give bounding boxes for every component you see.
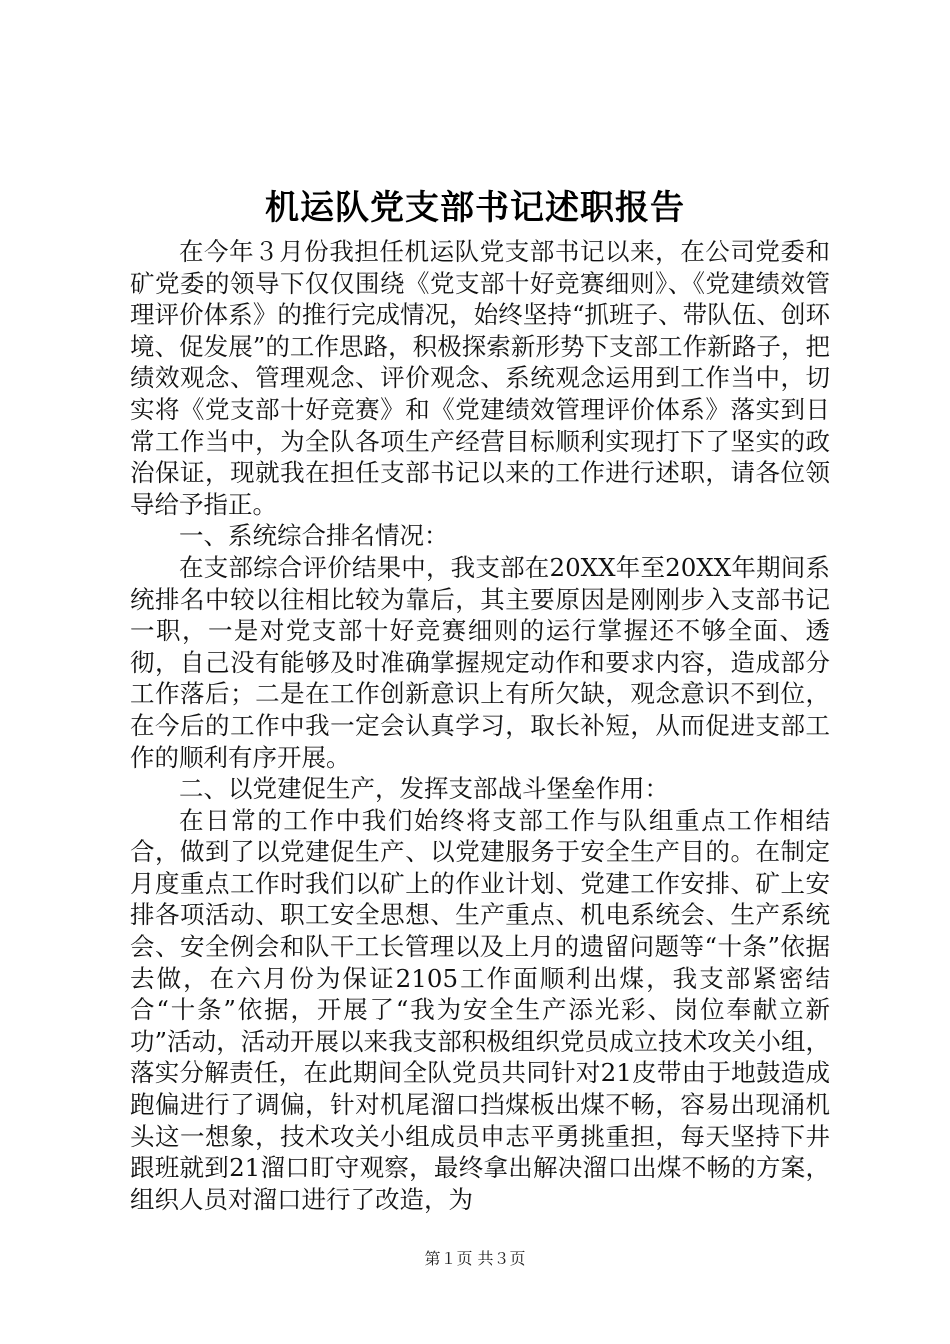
- paragraph-ranking: 在支部综合评价结果中，我支部在20XX年至20XX年期间系统排名中较以往相比较为靠后，其主要原因是刚刚步入支部书记一职，一是对党支部十好竞赛细则的运行掌握还不够全面、透彻，自己没有能够及时准确掌握规定动作和要求内容，造成部分工作落后；二是在工作创新意识上有所欠缺，观念意识不到位，在今后的工作中我一定会认真学习，取长补短，从而促进支部工作的顺利有序开展。: [130, 552, 830, 772]
- section-heading-ranking: 一、系统综合排名情况：: [179, 521, 449, 551]
- page-footer: 第１页 共３页: [424, 1249, 526, 1268]
- section-heading-production: 二、以党建促生产，发挥支部战斗堡垒作用：: [179, 774, 669, 804]
- paragraph-production: 在日常的工作中我们始终将支部工作与队组重点工作相结合，做到了以党建促生产、以党建服务于安全生产目的。在制定月度重点工作时我们以矿上的作业计划、党建工作安排、矿上安排各项活动、职工安全思想、生产重点、机电系统会、生产系统会、安全例会和队干工长管理以及上月的遗留问题等“十条”依据去做，在六月份为保证2105工作面顺利出煤，我支部紧密结合“十条”依据，开展了“我为安全生产添光彩、岗位奉献立新功”活动，活动开展以来我支部积极组织党员成立技术攻关小组，落实分解责任，在此期间全队党员共同针对21皮带由于地鼓造成跑偏进行了调偏，针对机尾溜口挡煤板出煤不畅，容易出现涌机头这一想象，技术攻关小组成员申志平勇挑重担，每天坚持下井跟班就到21溜口盯守观察，最终拿出解决溜口出煤不畅的方案，组织人员对溜口进行了改造，为: [130, 805, 830, 1214]
- paragraph-intro: 在今年３月份我担任机运队党支部书记以来，在公司党委和矿党委的领导下仅仅围绕《党支部十好竞赛细则》、《党建绩效管理评价体系》的推行完成情况，始终坚持“抓班子、带队伍、创环境、促发展”的工作思路，积极探索新形势下支部工作新路子，把绩效观念、管理观念、评价观念、系统观念运用到工作当中，切实将《党支部十好竞赛》和《党建绩效管理评价体系》落实到日常工作当中，为全队各项生产经营目标顺利实现打下了坚实的政治保证，现就我在担任支部书记以来的工作进行述职，请各位领导给予指正。: [130, 237, 830, 519]
- document-body: [130, 236, 830, 1215]
- document-title: 机运队党支部书记述职报告: [265, 188, 685, 228]
